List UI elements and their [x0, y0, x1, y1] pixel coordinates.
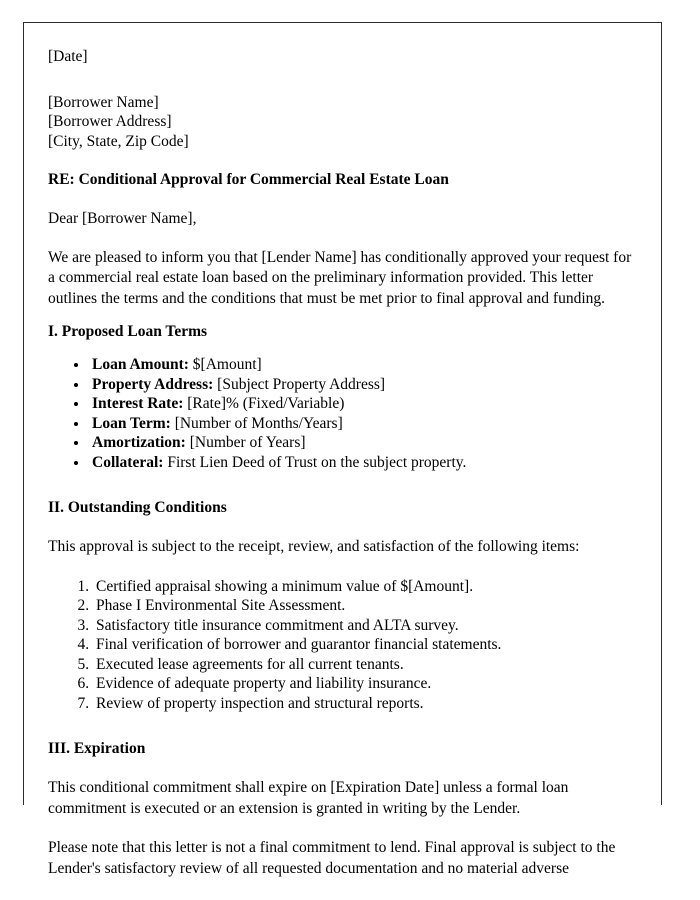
spacer — [48, 472, 634, 498]
list-item: 7. Review of property inspection and structural reports. — [93, 694, 634, 714]
document-body — [48, 47, 634, 879]
spacer — [48, 190, 634, 209]
list-item — [89, 433, 634, 453]
section-heading-two: II. Outstanding Conditions — [48, 499, 227, 516]
conditions-lead-in: This approval is subject to the receipt, review, and satisfaction of the following items: — [48, 538, 580, 555]
term-label: Property Address: — [92, 375, 214, 393]
list-item: 1. Certified appraisal showing a minimum value of $[Amount]. — [93, 577, 634, 597]
list-item: 3. Satisfactory title insurance commitment and ALTA survey. — [93, 616, 634, 636]
outstanding-conditions-list — [48, 577, 634, 714]
intro-paragraph: We are pleased to inform you that [Lender Name] has conditionally approved your request for a commercial real estate loan based on the preliminary information provided. This letter outlines the terms and the conditions that must be met prior to final approval and funding. — [48, 248, 632, 307]
term-value: First Lien Deed of Trust on the subject property. — [167, 453, 467, 471]
spacer — [48, 229, 634, 248]
term-label: Loan Term: — [92, 414, 171, 432]
subject-line: RE: Conditional Approval for Commercial Real Estate Loan — [48, 171, 449, 188]
term-label: Interest Rate: — [92, 395, 184, 412]
spacer — [48, 309, 634, 322]
term-label: Amortization: — [92, 434, 186, 451]
list-item: 2. Phase I Environmental Site Assessment. — [93, 596, 634, 616]
proposed-loan-terms-list — [48, 355, 634, 472]
spacer — [48, 713, 634, 739]
recipient-city-state-zip: [City, State, Zip Code] — [48, 132, 189, 150]
document-page — [23, 22, 662, 877]
spacer — [48, 759, 634, 778]
section-heading-one: I. Proposed Loan Terms — [48, 323, 208, 340]
spacer — [48, 518, 634, 537]
recipient-name: [Borrower Name] — [48, 93, 159, 111]
spacer — [48, 67, 634, 93]
list-item — [89, 375, 634, 395]
date-field: [Date] — [48, 48, 88, 65]
list-item — [89, 355, 634, 375]
spacer — [48, 151, 634, 170]
list-item: 5. Executed lease agreements for all current tenants. — [93, 655, 634, 675]
term-value: [Rate]% (Fixed/Variable) — [187, 395, 345, 412]
term-label: Loan Amount: — [92, 356, 189, 373]
term-value: $[Amount] — [192, 356, 262, 373]
closing-paragraph: Please note that this letter is not a final commitment to lend. Final approval is subject to the Lender's satisfactory review of all requested documentation and no material adverse — [48, 839, 616, 877]
spacer — [48, 342, 634, 355]
term-label: Collateral: — [92, 453, 164, 471]
spacer — [48, 558, 634, 577]
term-value: [Number of Months/Years] — [174, 414, 343, 432]
term-value: [Number of Years] — [189, 434, 306, 451]
spacer — [48, 819, 634, 838]
section-heading-three: III. Expiration — [48, 740, 146, 757]
expiration-paragraph: This conditional commitment shall expire on [Expiration Date] unless a formal loan commitment is executed or an extension is granted in writing by the Lender. — [48, 779, 569, 817]
recipient-address: [Borrower Address] — [48, 113, 172, 130]
list-item — [89, 394, 634, 414]
list-item — [89, 414, 634, 434]
list-item: 4. Final verification of borrower and guarantor financial statements. — [93, 635, 634, 655]
salutation: Dear [Borrower Name], — [48, 210, 197, 227]
term-value: [Subject Property Address] — [217, 375, 386, 393]
list-item: 6. Evidence of adequate property and liability insurance. — [93, 674, 634, 694]
list-item — [89, 453, 634, 473]
